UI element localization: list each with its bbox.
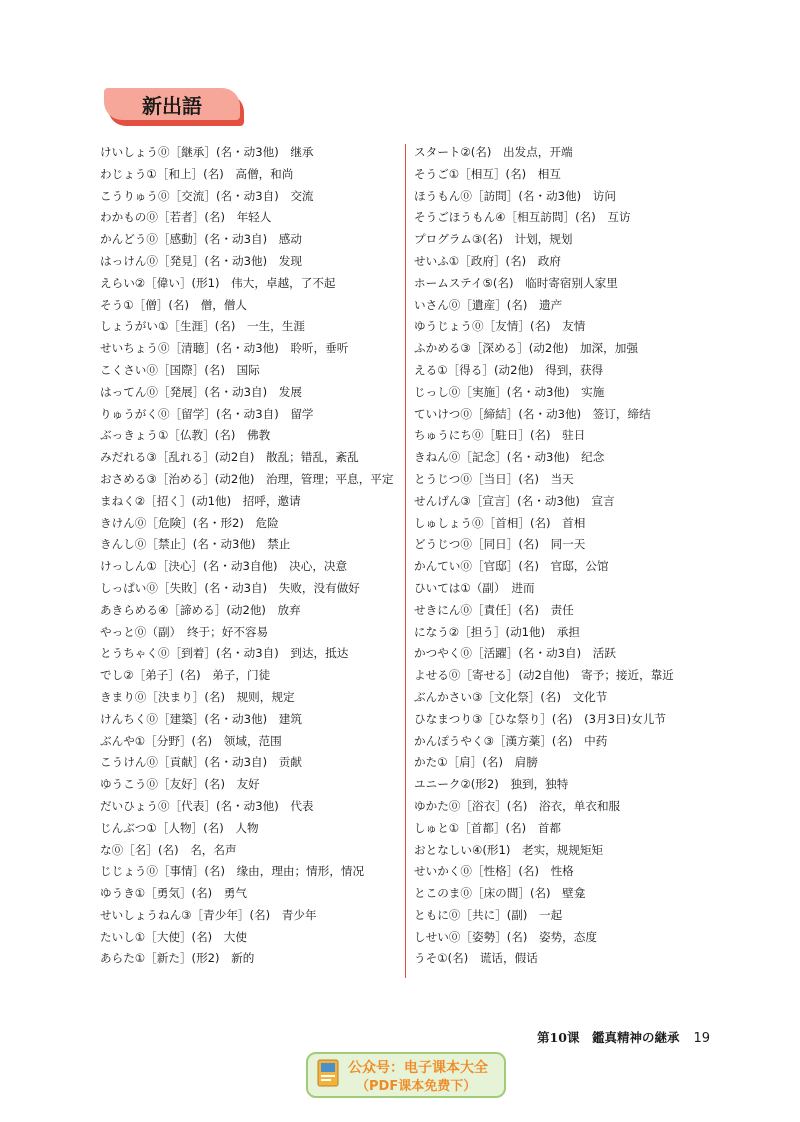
vocab-entry: そう①［僧］(名) 僧，僧人 <box>100 297 247 312</box>
vocab-entry: スタート②(名) 出发点，开端 <box>414 145 573 159</box>
vocab-entry: しゅと①［首都］(名) 首都 <box>414 820 561 835</box>
vocab-entry: とこのま⓪［床の間］(名) 壁龛 <box>414 886 586 901</box>
vocab-entry: しっぱい⓪［失敗］(名・动3自) 失败，没有做好 <box>100 580 360 595</box>
vocab-entry: そうごほうもん④［相互訪問］(名) 互访 <box>414 210 631 225</box>
vocab-entry: でし②［弟子］(名) 弟子，门徒 <box>100 668 271 683</box>
vocab-entry: せいしょうねん③［青少年］(名) 青少年 <box>100 907 317 922</box>
page-number: 19 <box>693 1031 710 1046</box>
vocab-list-right <box>414 142 714 970</box>
vocab-entry: ちゅうにち⓪［駐日］(名) 驻日 <box>414 428 586 443</box>
vocab-entry: ユニーク②(形2) 独到，独特 <box>414 777 569 792</box>
vocab-entry: ゆうこう⓪［友好］(名) 友好 <box>100 777 260 792</box>
vocab-entry: りゅうがく⓪［留学］(名・动3自) 留学 <box>100 406 314 421</box>
vocab-entry: よせる⓪［寄せる］(动2自他) 寄予；接近，靠近 <box>414 668 674 683</box>
vocab-entry: ぶっきょう①［仏教］(名) 佛教 <box>100 428 271 443</box>
vocab-entry: そうご①［相互］(名) 相互 <box>414 166 561 181</box>
vocab-entry: きんし⓪［禁止］(名・动3他) 禁止 <box>100 537 291 552</box>
vocab-entry: になう②［担う］(动1他) 承担 <box>414 624 580 639</box>
watermark-line1: 公众号：电子课本大全 <box>348 1060 488 1076</box>
vocab-entry: あきらめる④［諦める］(动2他) 放弃 <box>100 602 301 617</box>
vocab-entry: じじょう⓪［事情］(名) 缘由，理由；情形，情况 <box>100 864 365 879</box>
vocab-entry: こうけん⓪［貢献］(名・动3自) 贡献 <box>100 755 302 770</box>
vocab-entry: せいふ①［政府］(名) 政府 <box>414 253 561 268</box>
vocab-entry: せきにん⓪［責任］(名) 责任 <box>414 602 574 617</box>
vocab-list-left <box>100 142 400 970</box>
vocab-entry: ふかめる③［深める］(动2他) 加深，加强 <box>414 341 638 356</box>
column-divider <box>405 144 406 978</box>
vocab-entry: せいちょう⓪［清聴］(名・动3他) 聆听，垂听 <box>100 341 349 356</box>
vocab-entry: じんぶつ①［人物］(名) 人物 <box>100 820 259 835</box>
vocab-entry: きけん⓪［危険］(名・形2) 危险 <box>100 515 279 530</box>
vocab-entry: じっし⓪［実施］(名・动3他) 实施 <box>414 384 605 399</box>
vocab-entry: やっと⓪（副） 终于；好不容易 <box>100 624 269 639</box>
vocab-entry: こうりゅう⓪［交流］(名・动3自) 交流 <box>100 188 314 203</box>
vocab-entry: たいし①［大使］(名) 大使 <box>100 929 247 944</box>
lesson-title: 第10课 鑑真精神の継承 <box>537 1030 680 1045</box>
vocab-entry: しせい⓪［姿勢］(名) 姿势，态度 <box>414 929 597 944</box>
vocab-entry: ともに⓪［共に］(副) 一起 <box>414 907 563 922</box>
vocab-entry: きまり⓪［決まり］(名) 规则，规定 <box>100 689 295 704</box>
textbook-icon <box>316 1058 342 1090</box>
vocab-entry: ひいては①（副） 进而 <box>414 580 535 595</box>
vocab-entry: えらい②［偉い］(形1) 伟大，卓越，了不起 <box>100 275 336 290</box>
vocab-entry: しゅしょう⓪［首相］(名) 首相 <box>414 515 586 530</box>
vocab-entry: だいひょう⓪［代表］(名・动3他) 代表 <box>100 798 314 813</box>
vocab-entry: とうちゃく⓪［到着］(名・动3自) 到达，抵达 <box>100 646 349 661</box>
vocab-entry: かんぽうやく③［漢方薬］(名) 中药 <box>414 733 608 748</box>
vocab-entry: かんどう⓪［感動］(名・动3自) 感动 <box>100 232 302 247</box>
vocab-entry: ぶんかさい③［文化祭］(名) 文化节 <box>414 689 608 704</box>
vocab-entry: けっしん①［決心］(名・动3自他) 决心，决意 <box>100 559 348 574</box>
vocab-entry: わかもの⓪［若者］(名) 年轻人 <box>100 210 272 225</box>
vocab-entry: いさん⓪［遺産］(名) 遗产 <box>414 297 563 312</box>
vocab-entry: な⓪［名］(名) 名，名声 <box>100 842 237 857</box>
vocab-entry: せいかく⓪［性格］(名) 性格 <box>414 864 574 879</box>
vocab-entry: プログラム③(名) 计划，规划 <box>414 232 573 247</box>
vocab-entry: ホームステイ⑤(名) 临时寄宿别人家里 <box>414 275 618 290</box>
vocab-entry: ひなまつり③［ひな祭り］(名) (3月3日)女儿节 <box>414 711 666 726</box>
vocab-entry: あらた①［新た］(形2) 新的 <box>100 951 255 966</box>
vocab-entry: はっけん⓪［発見］(名・动3他) 发现 <box>100 253 302 268</box>
vocab-entry: ぶんや①［分野］(名) 领域，范围 <box>100 733 282 748</box>
page-title: 新出語 <box>104 88 240 120</box>
vocab-entry: こくさい⓪［国際］(名) 国际 <box>100 362 260 377</box>
vocab-title-badge <box>104 88 244 124</box>
vocab-entry: ゆかた⓪［浴衣］(名) 浴衣，单衣和服 <box>414 798 621 813</box>
vocab-entry: ていけつ⓪［締結］(名・动3他) 签订，缔结 <box>414 406 651 421</box>
vocab-entry: うそ①(名) 谎话，假话 <box>414 951 538 966</box>
vocab-entry: せんげん③［宣言］(名・动3他) 宣言 <box>414 493 615 508</box>
vocab-entry: おさめる③［治める］(动2他) 治理，管理；平息，平定 <box>100 471 394 486</box>
vocab-entry: どうじつ⓪［同日］(名) 同一天 <box>414 537 586 552</box>
vocab-entry: けいしょう⓪［継承］(名・动3他) 继承 <box>100 145 314 159</box>
vocab-entry: きねん⓪［記念］(名・动3他) 纪念 <box>414 450 605 465</box>
vocab-entry: みだれる③［乱れる］(动2自) 散乱；错乱，紊乱 <box>100 450 359 465</box>
vocab-entry: けんちく⓪［建築］(名・动3他) 建筑 <box>100 711 302 726</box>
vocab-entry: かんてい⓪［官邸］(名) 官邸，公馆 <box>414 559 609 574</box>
vocab-entry: とうじつ⓪［当日］(名) 当天 <box>414 471 574 486</box>
vocab-entry: しょうがい①［生涯］(名) 一生，生涯 <box>100 319 305 334</box>
vocab-entry: おとなしい④(形1) 老实，规规矩矩 <box>414 842 604 857</box>
vocab-entry: ゆうじょう⓪［友情］(名) 友情 <box>414 319 586 334</box>
vocab-entry: まねく②［招く］(动1他) 招呼，邀请 <box>100 493 301 508</box>
vocab-entry: ゆうき①［勇気］(名) 勇气 <box>100 886 247 901</box>
vocab-entry: はってん⓪［発展］(名・动3自) 发展 <box>100 384 302 399</box>
watermark-line2: （PDF课本免费下） <box>356 1079 477 1094</box>
watermark-badge <box>306 1052 506 1098</box>
vocab-entry: わじょう①［和上］(名) 高僧，和尚 <box>100 166 294 181</box>
vocab-entry: える①［得る］(动2他) 得到，获得 <box>414 362 604 377</box>
vocab-entry: かつやく⓪［活躍］(名・动3自) 活跃 <box>414 646 616 661</box>
page-footer <box>537 1028 710 1046</box>
vocab-entry: ほうもん⓪［訪問］(名・动3他) 访问 <box>414 188 616 203</box>
vocab-entry: かた①［肩］(名) 肩膀 <box>414 755 538 770</box>
